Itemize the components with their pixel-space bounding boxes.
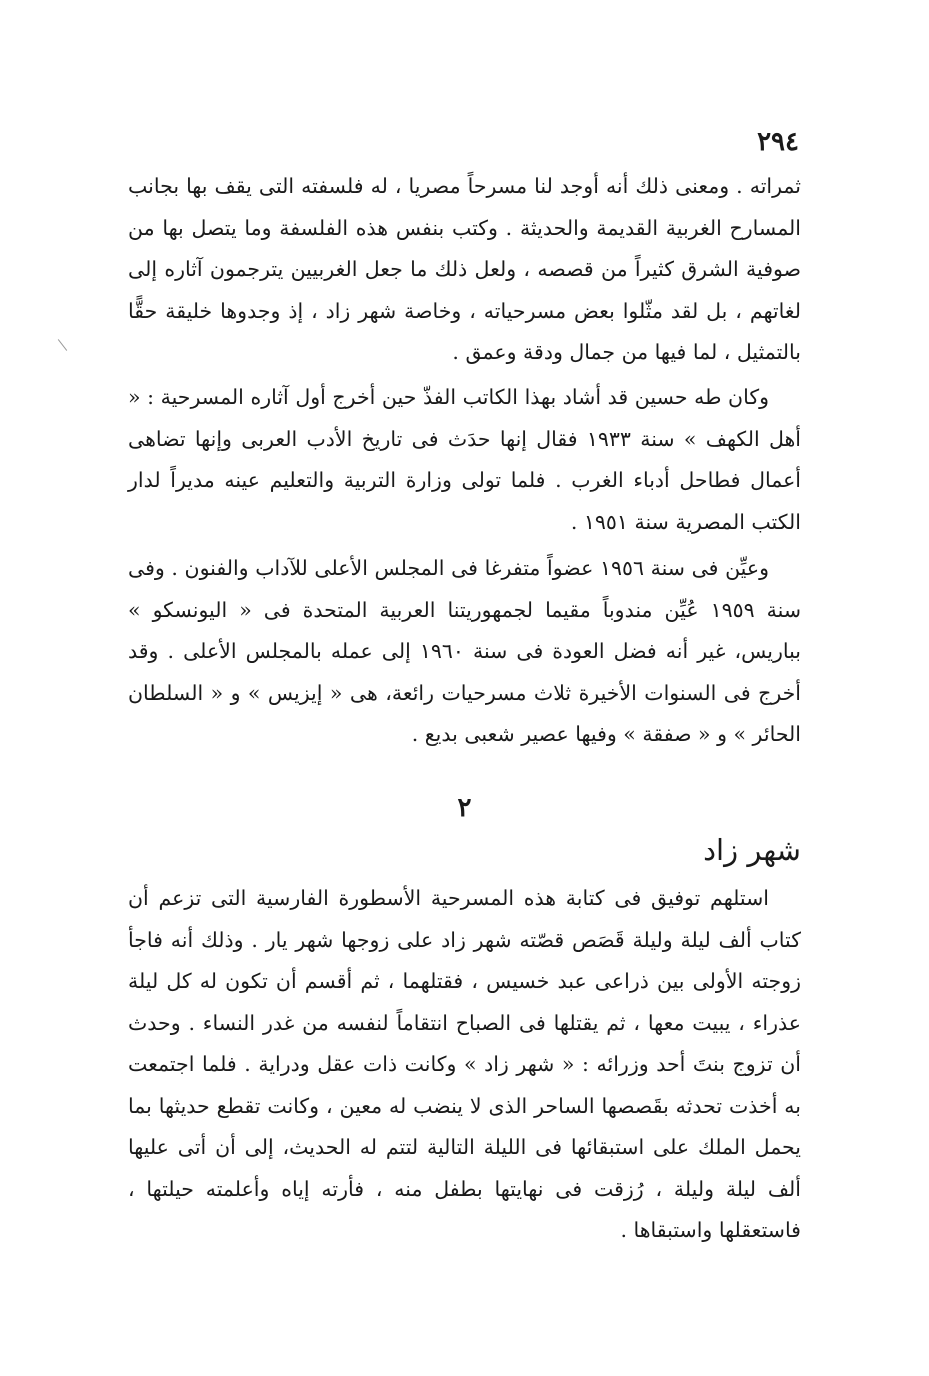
- text-block-1: [128, 166, 801, 374]
- paragraph-2: وكان طه حسين قد أشاد بهذا الكاتب الفذّ حين أخرج أول آثاره المسرحية : « أهل الكهف » سنة ١٩٣٣ فقال إنها حدَث فى تاريخ الأدب العربى وإنها تضاهى أعمال فطاحل أدباء الغرب . فلما تولى وزارة التربية والتعليم عينه مديراً لدار الكتب المصرية سنة ١٩٥١ .: [128, 385, 801, 534]
- text-block-2: [128, 377, 801, 543]
- page-number: ٢٩٤: [757, 127, 799, 157]
- text-block-4: [128, 878, 801, 1252]
- section-title: شهر زاد: [703, 833, 801, 867]
- scan-mark: [58, 339, 67, 351]
- section-paragraph: استلهم توفيق فى كتابة هذه المسرحية الأسطورة الفارسية التى تزعم أن كتاب ألف ليلة وليلة قَصَص قصّته شهر زاد على زوجها شهر يار . وذلك أنه فاجأ زوجته الأولى بين ذراعى عبد خسيس ، فقتلهما ، ثم أقسم أن تكون له كل ليلة عذراء ، يبيت معها ، ثم يقتلها فى الصباح انتقاماً لنفسه من غدر النساء . وحدث أن تزوج بنتَ أحد وزرائه : « شهر زاد » وكانت ذات عقل ودراية . فلما اجتمعت به أخذت تحدثه بقَصصها الساحر الذى لا ينضب له معين ، وكانت تقطع حديثها بما يحمل الملك على استبقائها فى الليلة التالية لتتم له الحديث، إلى أن أتى عليها ألف ليلة وليلة ، رُزقت فى نهايتها بطفل منه ، فأرته إياه وأعلمته حيلتها ، فاستعقلها واستبقاها .: [128, 886, 801, 1242]
- paragraph-1: ثمراته . ومعنى ذلك أنه أوجد لنا مسرحاً مصريا ، له فلسفته التى يقف بها بجانب المسارح الغربية القديمة والحديثة . وكتب بنفس هذه الفلسفة وما يتصل بها من صوفية الشرق كثيراً من قصصه ، ولعل ذلك ما جعل الغربيين يترجمون آثاره إلى لغاتهم ، بل لقد مثّلوا بعض مسرحياته ، وخاصة شهر زاد ، إذ وجدوها خليقة حقًّا بالتمثيل ، لما فيها من جمال ودقة وعمق .: [128, 174, 801, 364]
- text-block-3: [128, 548, 801, 756]
- paragraph-3: وعيِّن فى سنة ١٩٥٦ عضواً متفرغا فى المجلس الأعلى للآداب والفنون . وفى سنة ١٩٥٩ عُيِّن مندوباً مقيما لجمهوريتنا العربية المتحدة فى « اليونسكو » بباريس، غير أنه فضل العودة فى سنة ١٩٦٠ إلى عمله بالمجلس الأعلى . وقد أخرج فى السنوات الأخيرة ثلاث مسرحيات رائعة، هى « إيزيس » و « السلطان الحائر » و « صفقة » وفيها عصير شعبى بديع .: [128, 556, 801, 746]
- section-number: ٢: [457, 793, 472, 823]
